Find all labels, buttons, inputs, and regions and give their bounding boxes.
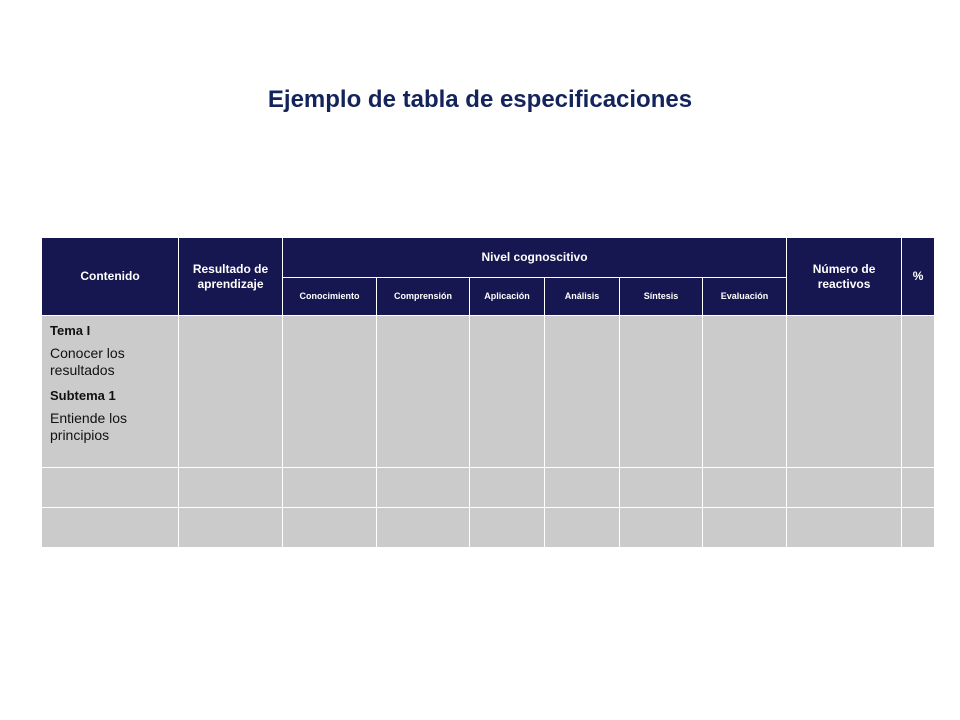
empty-cell (42, 508, 179, 548)
header-porcentaje: % (902, 238, 935, 316)
empty-cell (545, 468, 620, 508)
cell-conocimiento (283, 316, 377, 468)
header-analisis: Análisis (545, 278, 620, 316)
cell-aplicacion (470, 316, 545, 468)
empty-cell (179, 508, 283, 548)
header-numero-reactivos: Número de reactivos (787, 238, 902, 316)
page-title: Ejemplo de tabla de especificaciones (267, 86, 693, 113)
header-contenido: Contenido (42, 238, 179, 316)
cell-evaluacion (703, 316, 787, 468)
header-sintesis: Síntesis (620, 278, 703, 316)
empty-cell (787, 468, 902, 508)
empty-cell (283, 468, 377, 508)
empty-cell (703, 508, 787, 548)
empty-cell (283, 508, 377, 548)
cell-analisis (545, 316, 620, 468)
header-evaluacion: Evaluación (703, 278, 787, 316)
cell-comprension (377, 316, 470, 468)
header-nivel-cognoscitivo: Nivel cognoscitivo (283, 238, 787, 278)
empty-cell (179, 468, 283, 508)
empty-cell (377, 508, 470, 548)
empty-cell (703, 468, 787, 508)
empty-cell (620, 468, 703, 508)
cell-numero (787, 316, 902, 468)
empty-cell (902, 468, 935, 508)
empty-cell (902, 508, 935, 548)
specification-table (41, 237, 935, 548)
empty-cell (470, 508, 545, 548)
subtema-description: Entiende los principios (50, 410, 128, 443)
header-conocimiento: Conocimiento (283, 278, 377, 316)
empty-cell (470, 468, 545, 508)
cell-resultado (179, 316, 283, 468)
tema-description: Conocer los resultados (50, 345, 125, 378)
empty-cell (545, 508, 620, 548)
cell-contenido (42, 316, 179, 468)
cell-sintesis (620, 316, 703, 468)
empty-cell (42, 468, 179, 508)
tema-label: Tema I (50, 323, 91, 338)
table-row (42, 468, 935, 508)
cell-porcentaje (902, 316, 935, 468)
empty-cell (620, 508, 703, 548)
table-row (42, 316, 935, 468)
empty-cell (787, 508, 902, 548)
header-aplicacion: Aplicación (470, 278, 545, 316)
subtema-label: Subtema 1 (50, 388, 116, 403)
header-comprension: Comprensión (377, 278, 470, 316)
header-resultado-aprendizaje: Resultado de aprendizaje (179, 238, 283, 316)
empty-cell (377, 468, 470, 508)
table-row (42, 508, 935, 548)
